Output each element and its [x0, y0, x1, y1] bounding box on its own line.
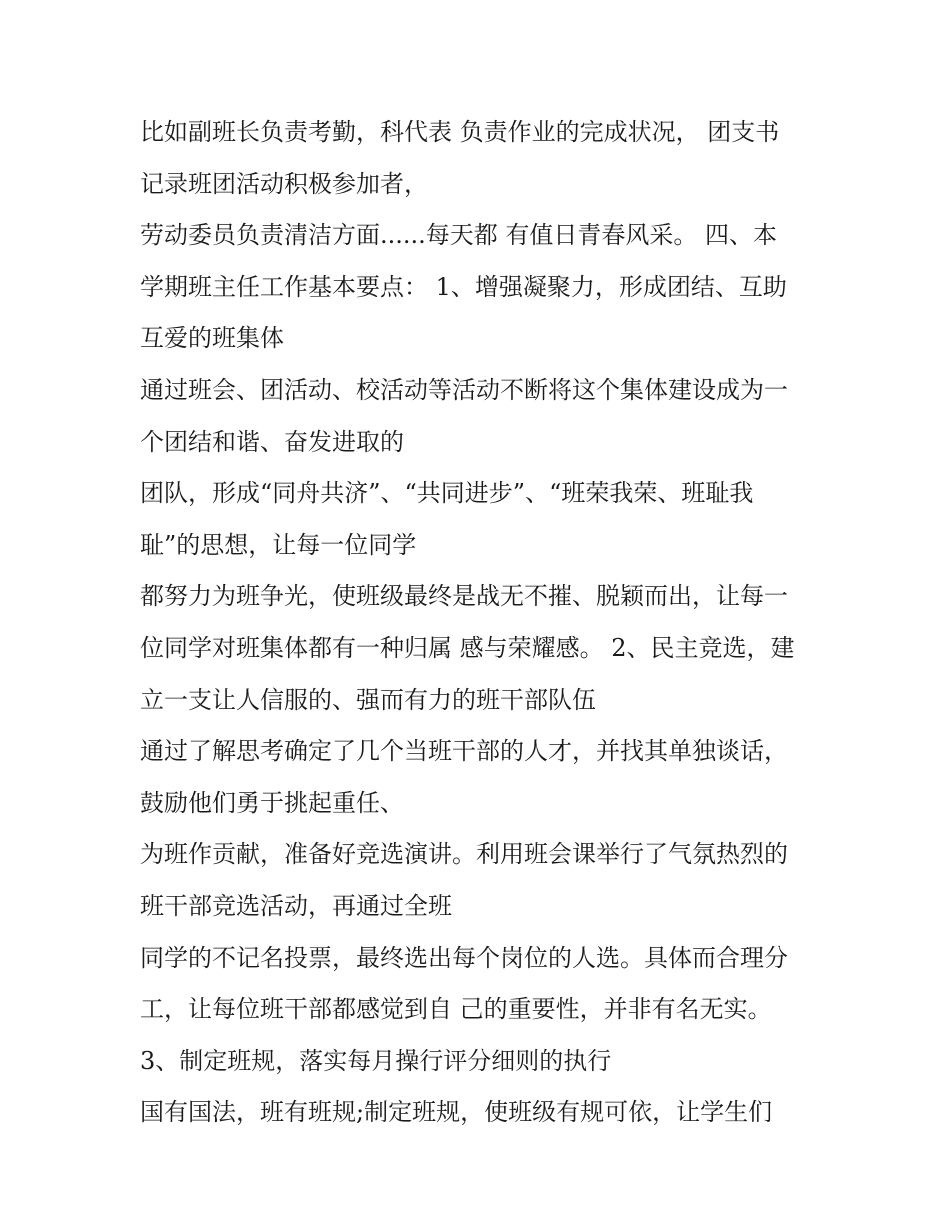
text-line: 工，让每位班干部都感觉到自 己的重要性，并非有名无实。: [140, 995, 772, 1024]
text-line: 同学的不记名投票，最终选出每个岗位的人选。具体而合理分: [140, 943, 788, 972]
text-line: 比如副班长负责考勤，科代表 负责作业的完成状况， 团支书: [140, 118, 780, 146]
text-line: 通过了解思考确定了几个当班干部的人才，并找其单独谈话，: [140, 737, 788, 766]
text-line: 为班作贡献，准备好竞选演讲。利用班会课举行了气氛热烈的: [140, 840, 788, 869]
text-line: 记录班团活动积极参加者，: [140, 169, 428, 198]
text-line: 学期班主任工作基本要点： 1、增强凝聚力，形成团结、互助: [140, 272, 787, 301]
text-line: 班干部竞选活动，再通过全班: [140, 891, 452, 920]
text-line: 通过班会、团活动、校活动等活动不断将这个集体建设成为一: [140, 375, 788, 404]
text-line: 都努力为班争光，使班级最终是战无不摧、脱颖而出，让每一: [140, 582, 788, 611]
text-line: 3、制定班规，落实每月操行评分细则的执行: [140, 1046, 612, 1075]
text-line: 劳动委员负责清洁方面......每天都 有值日青春风采。 四、本: [140, 221, 778, 250]
text-line: 立一支让人信服的、强而有力的班干部队伍: [140, 685, 596, 714]
text-line: 个团结和谐、奋发进取的: [140, 427, 404, 456]
text-line: 团队，形成“同舟共济”、“共同进步”、“班荣我荣、班耻我: [140, 479, 754, 508]
text-line: 互爱的班集体: [140, 324, 284, 353]
document-body: [140, 107, 830, 1139]
text-line: 国有国法，班有班规;制定班规，使班级有规可依，让学生们: [140, 1098, 773, 1127]
text-line: 鼓励他们勇于挑起重任、: [140, 788, 404, 817]
text-line: 位同学对班集体都有一种归属 感与荣耀感。 2、民主竞选，建: [140, 633, 795, 662]
text-line: 耻”的思想，让每一位同学: [140, 530, 417, 559]
